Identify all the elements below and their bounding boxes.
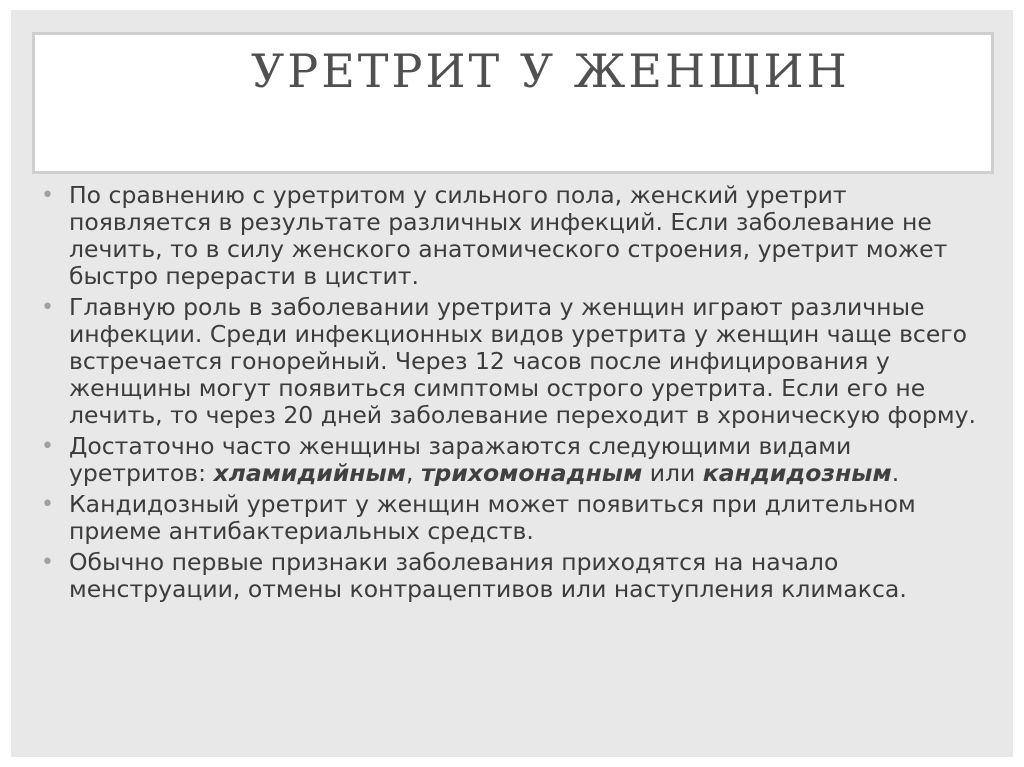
emphasized-term: трихомонадным: [420, 459, 643, 487]
bullet-text: Обычно первые признаки заболевания приходятся на начало менструации, отмены контрацептивов или наступления климакса.: [69, 548, 907, 603]
slide: [11, 10, 1013, 757]
bullet-item: [41, 294, 991, 429]
bullet-item: [41, 182, 991, 290]
bullet-text: Главную роль в заболевании уретрита у женщин играют различные инфекции. Среди инфекционных видов уретрита у женщин чаще всего встречается гонорейный. Через 12 часов после инфицирования у женщины могут появиться симптомы острого уретрита. Если его не лечить, то через 20 дней заболевание переходит в хроническую форму.: [69, 293, 977, 429]
emphasized-term: кандидозным: [702, 459, 892, 487]
bullet-text: Кандидозный уретрит у женщин может появиться при длительном приеме антибактериальных средств.: [69, 490, 916, 545]
bullet-list: [41, 182, 991, 607]
slide-title: УРЕТРИТ У ЖЕНЩИН: [251, 44, 850, 98]
bullet-dot-icon: •: [41, 183, 54, 208]
bullet-dot-icon: •: [41, 550, 54, 575]
emphasized-term: хламидийным: [213, 459, 406, 487]
bullet-dot-icon: •: [41, 295, 54, 320]
bullet-text: По сравнению с уретритом у сильного пола, женский уретрит появляется в результате различных инфекций. Если заболевание не лечить, то в силу женского анатомического строения, уретрит может быстро перерасти в цистит.: [69, 181, 948, 290]
bullet-item: [41, 549, 991, 603]
bullet-dot-icon: •: [41, 434, 54, 459]
bullet-item: [41, 433, 991, 487]
bullet-text-suffix: .: [891, 459, 900, 487]
bullet-dot-icon: •: [41, 492, 54, 517]
bullet-item: [41, 491, 991, 545]
separator: или: [642, 459, 703, 487]
separator: ,: [405, 459, 421, 487]
bullet-text-prefix: Достаточно часто женщины заражаются следующими видами уретритов:: [69, 432, 852, 487]
